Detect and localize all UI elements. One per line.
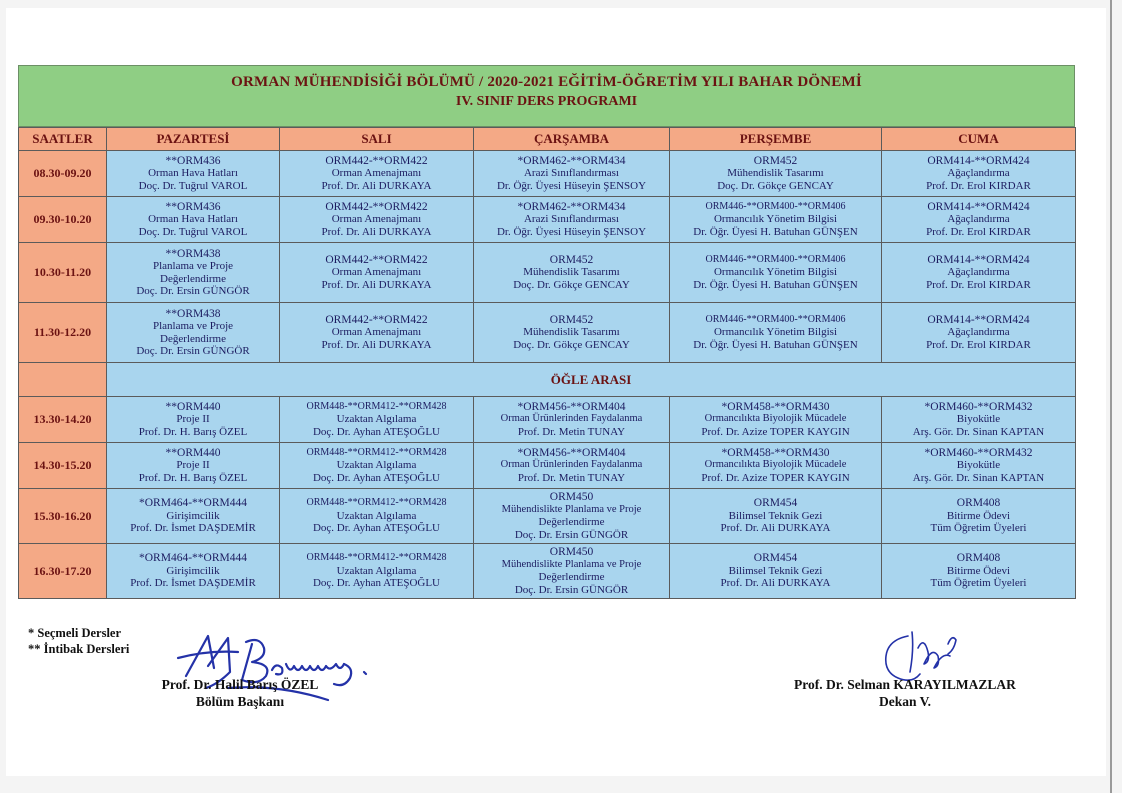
column-header-sali: SALI bbox=[280, 128, 474, 151]
course-code: ORM448-**ORM412-**ORM428 bbox=[306, 400, 447, 412]
course-cell-cuma bbox=[882, 544, 1076, 599]
time-slot: 08.30-09.20 bbox=[19, 151, 107, 197]
course-cell-sali bbox=[280, 197, 474, 243]
course-code: *ORM462-**ORM434 bbox=[517, 200, 626, 213]
instructor-name: Doç. Dr. Gökçe GENCAY bbox=[513, 278, 630, 291]
course-cell-cuma bbox=[882, 151, 1076, 197]
course-name: Orman Amenajmanı bbox=[331, 326, 422, 339]
course-code: *ORM456-**ORM404 bbox=[517, 400, 626, 413]
table-row bbox=[19, 243, 1076, 303]
instructor-name: Doç. Dr. Ayhan ATEŞOĞLU bbox=[312, 577, 440, 590]
instructor-name: Doç. Dr. Ayhan ATEŞOĞLU bbox=[312, 471, 440, 484]
course-cell-persembe bbox=[670, 397, 882, 443]
course-code: ORM414-**ORM424 bbox=[927, 313, 1030, 326]
course-cell-sali bbox=[280, 489, 474, 544]
instructor-name: Dr. Öğr. Üyesi Hüseyin ŞENSOY bbox=[496, 179, 647, 192]
course-code: ORM452 bbox=[549, 313, 594, 326]
course-cell-persembe bbox=[670, 443, 882, 489]
course-code: ORM442-**ORM422 bbox=[325, 200, 428, 213]
instructor-name: Doç. Dr. Ersin GÜNGÖR bbox=[136, 345, 250, 357]
course-name: Ağaçlandırma bbox=[947, 326, 1010, 339]
instructor-name: Doç. Dr. Tuğrul VAROL bbox=[138, 225, 248, 238]
course-name: Girişimcilik bbox=[166, 564, 220, 577]
course-name: Orman Hava Hatları bbox=[148, 167, 238, 180]
instructor-name: Prof. Dr. Erol KIRDAR bbox=[926, 338, 1031, 351]
course-name: Bilimsel Teknik Gezi bbox=[728, 509, 823, 522]
instructor-name: Doç. Dr. Ersin GÜNGÖR bbox=[514, 583, 629, 596]
course-name: Orman Amenajmanı bbox=[331, 213, 422, 226]
instructor-name: Doç. Dr. Ersin GÜNGÖR bbox=[136, 285, 250, 297]
course-name: Uzaktan Algılama bbox=[336, 564, 417, 577]
column-header-pazartesi: PAZARTESİ bbox=[107, 128, 280, 151]
course-name: Girişimcilik bbox=[166, 509, 220, 522]
time-slot: 13.30-14.20 bbox=[19, 397, 107, 443]
course-name: Uzaktan Algılama bbox=[336, 459, 417, 472]
instructor-name: Doç. Dr. Gökçe GENCAY bbox=[513, 338, 630, 351]
course-cell-pazartesi bbox=[107, 397, 280, 443]
instructor-name: Doç. Dr. Ayhan ATEŞOĞLU bbox=[312, 522, 440, 535]
table-row bbox=[19, 303, 1076, 363]
schedule-title-banner bbox=[18, 65, 1075, 127]
course-cell-pazartesi bbox=[107, 443, 280, 489]
course-cell-cuma bbox=[882, 397, 1076, 443]
course-cell-pazartesi bbox=[107, 243, 280, 303]
instructor-name: Prof. Dr. H. Barış ÖZEL bbox=[138, 471, 248, 484]
time-slot: 16.30-17.20 bbox=[19, 544, 107, 599]
table-row bbox=[19, 397, 1076, 443]
course-code: ORM414-**ORM424 bbox=[927, 154, 1030, 167]
course-cell-sali bbox=[280, 243, 474, 303]
course-cell-cuma bbox=[882, 443, 1076, 489]
signature-left bbox=[120, 676, 360, 710]
course-cell-persembe bbox=[670, 243, 882, 303]
schedule-table bbox=[18, 127, 1076, 599]
column-header-carsamba: ÇARŞAMBA bbox=[474, 128, 670, 151]
course-code: **ORM436 bbox=[165, 154, 221, 167]
course-cell-persembe bbox=[670, 151, 882, 197]
time-slot: 10.30-11.20 bbox=[19, 243, 107, 303]
course-name: Orman Hava Hatları bbox=[148, 213, 238, 226]
table-header-row bbox=[19, 128, 1076, 151]
course-code: *ORM464-**ORM444 bbox=[139, 552, 247, 565]
table-row bbox=[19, 197, 1076, 243]
instructor-name: Prof. Dr. Ali DURKAYA bbox=[321, 278, 432, 291]
signature-left-title: Bölüm Başkanı bbox=[195, 694, 285, 709]
course-name: Orman Ürünlerinden Faydalanma bbox=[500, 459, 643, 471]
course-name: Arazi Sınıflandırması bbox=[523, 167, 619, 180]
course-cell-sali bbox=[280, 151, 474, 197]
page-edge-line bbox=[1110, 0, 1112, 793]
course-cell-persembe bbox=[670, 489, 882, 544]
instructor-name: Dr. Öğr. Üyesi H. Batuhan GÜNŞEN bbox=[693, 278, 858, 291]
instructor-name: Arş. Gör. Dr. Sinan KAPTAN bbox=[912, 471, 1045, 484]
course-code: *ORM458-**ORM430 bbox=[721, 400, 830, 413]
course-cell-sali bbox=[280, 443, 474, 489]
lunch-break-label: ÖĞLE ARASI bbox=[107, 363, 1076, 397]
course-code: *ORM464-**ORM444 bbox=[139, 497, 247, 510]
lunch-row bbox=[19, 363, 1076, 397]
course-cell-pazartesi bbox=[107, 151, 280, 197]
instructor-name: Prof. Dr. H. Barış ÖZEL bbox=[138, 425, 248, 438]
course-name: Planlama ve Proje bbox=[152, 320, 234, 332]
course-cell-carsamba bbox=[474, 243, 670, 303]
course-name: Ağaçlandırma bbox=[947, 213, 1010, 226]
schedule-title: ORMAN MÜHENDİSİĞİ BÖLÜMÜ / 2020-2021 EĞİTİM-ÖĞRETİM YILI BAHAR DÖNEMİ bbox=[231, 74, 862, 90]
course-name-continued: Değerlendirme bbox=[160, 272, 226, 285]
instructor-name: Prof. Dr. Erol KIRDAR bbox=[926, 225, 1031, 238]
course-name: Mühendislik Tasarımı bbox=[523, 266, 620, 279]
course-code: **ORM436 bbox=[165, 200, 221, 213]
course-name: Ormancılık Yönetim Bilgisi bbox=[713, 266, 838, 279]
course-code: ORM442-**ORM422 bbox=[325, 253, 428, 266]
course-code: ORM448-**ORM412-**ORM428 bbox=[306, 446, 447, 458]
course-code: ORM452 bbox=[549, 253, 594, 266]
course-name: Ağaçlandırma bbox=[947, 167, 1010, 180]
course-cell-carsamba bbox=[474, 197, 670, 243]
legend-notes bbox=[28, 625, 129, 657]
course-code: **ORM438 bbox=[165, 247, 221, 260]
course-name-continued: Değerlendirme bbox=[538, 571, 605, 583]
course-cell-cuma bbox=[882, 197, 1076, 243]
column-header-persembe: PERŞEMBE bbox=[670, 128, 882, 151]
course-cell-carsamba bbox=[474, 397, 670, 443]
course-cell-carsamba bbox=[474, 489, 670, 544]
signature-right-name: Prof. Dr. Selman KARAYILMAZLAR bbox=[794, 677, 1016, 692]
course-name: Proje II bbox=[176, 413, 210, 426]
course-name: Ormancılık Yönetim Bilgisi bbox=[713, 326, 838, 339]
course-code: **ORM440 bbox=[165, 446, 221, 459]
course-code: **ORM440 bbox=[165, 400, 221, 413]
course-name: Biyokütle bbox=[956, 459, 1001, 472]
course-name: Ormancılıkta Biyolojik Mücadele bbox=[704, 413, 847, 425]
note-elective: * Seçmeli Dersler bbox=[28, 626, 122, 640]
course-cell-cuma bbox=[882, 243, 1076, 303]
table-row bbox=[19, 489, 1076, 544]
instructor-name: Prof. Dr. İsmet DAŞDEMİR bbox=[130, 577, 256, 590]
instructor-name: Prof. Dr. Metin TUNAY bbox=[517, 425, 626, 438]
instructor-name: Prof. Dr. Azize TOPER KAYGIN bbox=[701, 471, 850, 484]
table-row bbox=[19, 151, 1076, 197]
column-header-saatler: SAATLER bbox=[19, 128, 107, 151]
course-cell-pazartesi bbox=[107, 544, 280, 599]
course-code: ORM454 bbox=[753, 497, 798, 510]
course-code: ORM442-**ORM422 bbox=[325, 313, 428, 326]
course-name: Ormancılık Yönetim Bilgisi bbox=[713, 213, 838, 226]
course-code: ORM446-**ORM400-**ORM406 bbox=[705, 253, 846, 265]
course-cell-sali bbox=[280, 544, 474, 599]
signature-left-name: Prof. Dr. Halil Barış ÖZEL bbox=[161, 677, 319, 692]
course-name: Uzaktan Algılama bbox=[336, 509, 417, 522]
course-cell-persembe bbox=[670, 197, 882, 243]
course-name: Mühendislikte Planlama ve Proje bbox=[501, 503, 642, 515]
table-row bbox=[19, 544, 1076, 599]
course-code: ORM414-**ORM424 bbox=[927, 200, 1030, 213]
course-code: ORM446-**ORM400-**ORM406 bbox=[705, 313, 846, 325]
course-name: Biyokütle bbox=[956, 413, 1001, 426]
instructor-name: Prof. Dr. Metin TUNAY bbox=[517, 471, 626, 484]
course-code: ORM448-**ORM412-**ORM428 bbox=[306, 552, 447, 564]
course-cell-carsamba bbox=[474, 151, 670, 197]
signature-right bbox=[780, 676, 1030, 710]
course-code: *ORM458-**ORM430 bbox=[721, 446, 830, 459]
course-code: ORM442-**ORM422 bbox=[325, 154, 428, 167]
course-cell-pazartesi bbox=[107, 489, 280, 544]
course-cell-carsamba bbox=[474, 443, 670, 489]
instructor-name: Tüm Öğretim Üyeleri bbox=[930, 577, 1027, 590]
time-slot: 11.30-12.20 bbox=[19, 303, 107, 363]
course-cell-carsamba bbox=[474, 303, 670, 363]
column-header-cuma: CUMA bbox=[882, 128, 1076, 151]
course-name: Ormancılıkta Biyolojik Mücadele bbox=[704, 459, 847, 471]
course-name: Mühendislik Tasarımı bbox=[727, 167, 824, 180]
course-code: ORM450 bbox=[549, 546, 594, 558]
course-code: *ORM460-**ORM432 bbox=[924, 400, 1033, 413]
course-code: ORM452 bbox=[753, 154, 798, 167]
instructor-name: Prof. Dr. İsmet DAŞDEMİR bbox=[130, 522, 256, 535]
instructor-name: Dr. Öğr. Üyesi H. Batuhan GÜNŞEN bbox=[693, 225, 858, 238]
course-name: Mühendislikte Planlama ve Proje bbox=[501, 558, 642, 570]
instructor-name: Dr. Öğr. Üyesi Hüseyin ŞENSOY bbox=[496, 225, 647, 238]
instructor-name: Prof. Dr. Ali DURKAYA bbox=[720, 577, 831, 590]
instructor-name: Tüm Öğretim Üyeleri bbox=[930, 522, 1027, 535]
course-code: ORM408 bbox=[956, 497, 1001, 510]
course-cell-pazartesi bbox=[107, 303, 280, 363]
course-name: Bilimsel Teknik Gezi bbox=[728, 564, 823, 577]
course-code: *ORM456-**ORM404 bbox=[517, 446, 626, 459]
course-name-continued: Değerlendirme bbox=[538, 516, 605, 528]
instructor-name: Arş. Gör. Dr. Sinan KAPTAN bbox=[912, 425, 1045, 438]
course-name-continued: Değerlendirme bbox=[160, 332, 226, 345]
instructor-name: Doç. Dr. Ersin GÜNGÖR bbox=[514, 528, 629, 541]
course-code: ORM454 bbox=[753, 552, 798, 565]
time-slot: 09.30-10.20 bbox=[19, 197, 107, 243]
note-intibak: ** İntibak Dersleri bbox=[28, 642, 130, 656]
course-name: Ağaçlandırma bbox=[947, 266, 1010, 279]
course-name: Orman Ürünlerinden Faydalanma bbox=[500, 413, 643, 425]
instructor-name: Doç. Dr. Gökçe GENCAY bbox=[717, 179, 834, 192]
course-name: Arazi Sınıflandırması bbox=[523, 213, 619, 226]
course-code: ORM448-**ORM412-**ORM428 bbox=[306, 497, 447, 509]
time-slot: 14.30-15.20 bbox=[19, 443, 107, 489]
course-cell-sali bbox=[280, 397, 474, 443]
instructor-name: Prof. Dr. Erol KIRDAR bbox=[926, 278, 1031, 291]
time-slot: 15.30-16.20 bbox=[19, 489, 107, 544]
course-name: Uzaktan Algılama bbox=[336, 413, 417, 426]
course-name: Bitirme Ödevi bbox=[946, 509, 1011, 522]
course-code: ORM408 bbox=[956, 552, 1001, 565]
course-name: Mühendislik Tasarımı bbox=[523, 326, 620, 339]
instructor-name: Doç. Dr. Tuğrul VAROL bbox=[138, 179, 248, 192]
course-cell-cuma bbox=[882, 489, 1076, 544]
instructor-name: Doç. Dr. Ayhan ATEŞOĞLU bbox=[312, 425, 440, 438]
course-code: ORM450 bbox=[549, 491, 594, 503]
course-cell-pazartesi bbox=[107, 197, 280, 243]
schedule-subtitle: IV. SINIF DERS PROGRAMI bbox=[455, 94, 638, 109]
signature-right-title: Dekan V. bbox=[878, 694, 932, 709]
course-name: Planlama ve Proje bbox=[152, 260, 234, 272]
instructor-name: Prof. Dr. Ali DURKAYA bbox=[321, 225, 432, 238]
course-cell-persembe bbox=[670, 303, 882, 363]
course-cell-sali bbox=[280, 303, 474, 363]
instructor-name: Prof. Dr. Erol KIRDAR bbox=[926, 179, 1031, 192]
course-code: *ORM460-**ORM432 bbox=[924, 446, 1033, 459]
instructor-name: Prof. Dr. Ali DURKAYA bbox=[720, 522, 831, 535]
course-name: Orman Amenajmanı bbox=[331, 266, 422, 279]
table-row bbox=[19, 443, 1076, 489]
course-name: Bitirme Ödevi bbox=[946, 564, 1011, 577]
instructor-name: Prof. Dr. Ali DURKAYA bbox=[321, 338, 432, 351]
instructor-name: Prof. Dr. Azize TOPER KAYGIN bbox=[701, 425, 850, 438]
course-code: ORM446-**ORM400-**ORM406 bbox=[705, 200, 846, 212]
instructor-name: Dr. Öğr. Üyesi H. Batuhan GÜNŞEN bbox=[693, 338, 858, 351]
course-cell-carsamba bbox=[474, 544, 670, 599]
lunch-time-slot bbox=[19, 363, 107, 397]
course-code: *ORM462-**ORM434 bbox=[517, 154, 626, 167]
course-code: **ORM438 bbox=[165, 307, 221, 320]
instructor-name: Prof. Dr. Ali DURKAYA bbox=[321, 179, 432, 192]
course-code: ORM414-**ORM424 bbox=[927, 253, 1030, 266]
course-name: Orman Amenajmanı bbox=[331, 167, 422, 180]
course-cell-persembe bbox=[670, 544, 882, 599]
course-name: Proje II bbox=[176, 459, 210, 472]
course-cell-cuma bbox=[882, 303, 1076, 363]
